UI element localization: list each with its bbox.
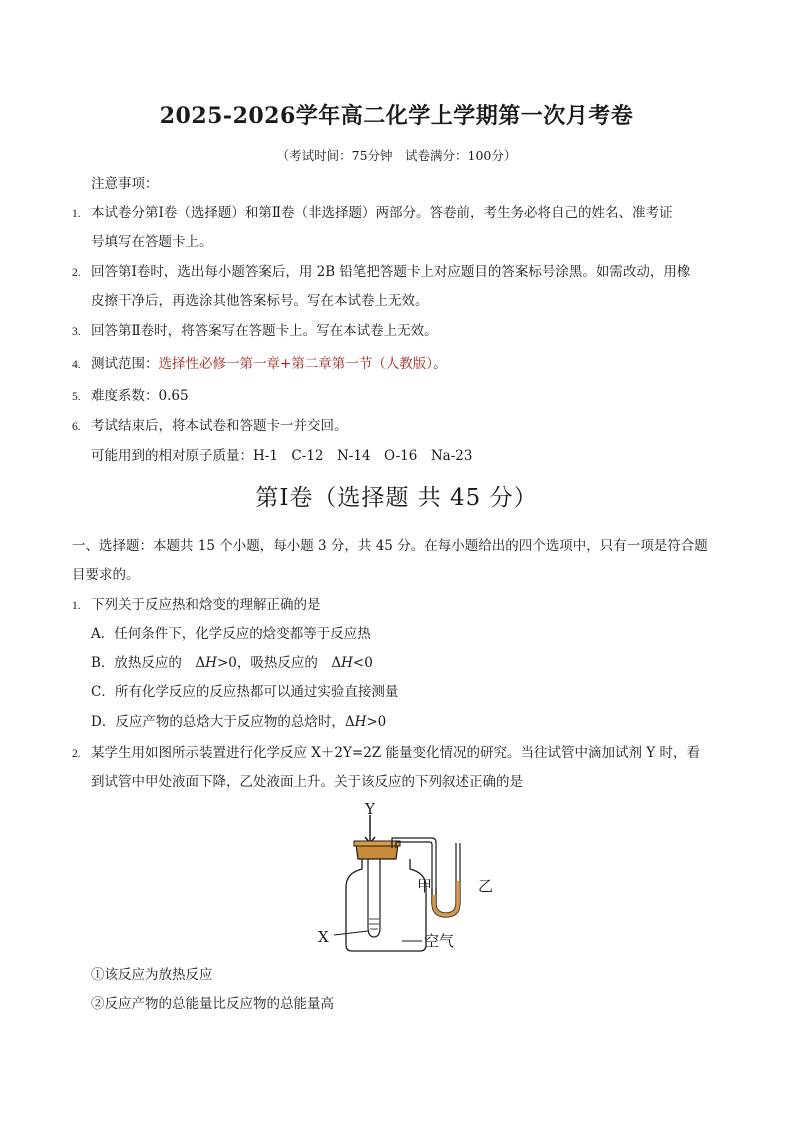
label-air: 空气 [424, 932, 455, 950]
section-instruction: 目要求的。 [72, 567, 140, 583]
note-number: 2. [72, 267, 81, 279]
note-text: 考试结束后，将本试卷和答题卡一并交回。 [91, 418, 348, 434]
enthalpy-symbol: H [354, 714, 367, 730]
note-text: 号填写在答题卡上。 [91, 234, 213, 250]
section-instruction: 一、选择题：本题共 15 个小题，每小题 3 分，共 45 分。在每小题给出的四个选项中，只有一项是符合题 [72, 538, 708, 554]
exam-subtitle: （考试时间：75分钟 试卷满分：100分） [276, 148, 517, 163]
note-number: 1. [72, 208, 81, 220]
note-number: 6. [72, 421, 81, 433]
question-number: 1. [72, 600, 81, 612]
exam-title: 2025-2026学年高二化学上学期第一次月考卷 [159, 103, 634, 129]
label-yi: 乙 [478, 877, 494, 895]
question-stem: 下列关于反应热和焓变的理解正确的是 [91, 597, 321, 613]
section-title: 第Ⅰ卷（选择题 共 45 分） [255, 485, 538, 511]
note-text: 皮擦干净后，再选涂其他答案标号。写在本试卷上无效。 [91, 293, 429, 309]
question-stem: 到试管中甲处液面下降，乙处液面上升。关于该反应的下列叙述正确的是 [91, 774, 523, 790]
option-d-text: >0 [366, 714, 387, 730]
scope-highlight: 选择性必修一第一章+第二章第一节（人教版） [158, 356, 434, 372]
label-jia: 甲 [417, 877, 433, 895]
label-y: Y [365, 803, 375, 818]
scope-suffix: 。 [433, 356, 447, 372]
bottle-icon [346, 859, 426, 951]
atomic-masses: 可能用到的相对原子质量：H-1 C-12 N-14 O-16 Na-23 [91, 448, 473, 464]
option-d [91, 713, 386, 731]
question-number: 2. [72, 748, 81, 760]
option-b-text: >0，吸热反应的 Δ [216, 655, 342, 671]
question-stem: 某学生用如图所示装置进行化学反应 X＋2Y=2Z 能量变化情况的研究。当往试管中滴加试剂 Y 时，看 [91, 745, 700, 761]
note-number: 4. [72, 359, 81, 371]
test-tube-icon [368, 859, 380, 937]
note-text: 本试卷分第Ⅰ卷（选择题）和第Ⅱ卷（非选择题）两部分。答卷前，考生务必将自己的姓名、准考证 [91, 205, 673, 221]
statement: ①该反应为放热反应 [91, 967, 213, 983]
option-b-text: B．放热反应的 Δ [91, 655, 206, 671]
scope-prefix: 测试范围： [91, 356, 159, 372]
option-a: A．任何条件下，化学反应的焓变都等于反应热 [91, 626, 371, 642]
label-x: X [318, 928, 329, 946]
note-text: 难度系数：0.65 [91, 388, 189, 404]
note-text: 回答第Ⅱ卷时，将答案写在答题卡上。写在本试卷上无效。 [91, 323, 438, 339]
enthalpy-symbol: H [341, 655, 353, 671]
option-b-text: <0 [352, 655, 373, 671]
enthalpy-symbol: H [205, 655, 217, 671]
statement: ②反应产物的总能量比反应物的总能量高 [91, 996, 334, 1012]
option-c: C．所有化学反应的反应热都可以通过实验直接测量 [91, 684, 399, 700]
option-b [91, 654, 373, 672]
note-number: 3. [72, 326, 81, 338]
option-d-text: D．反应产物的总焓大于反应物的总焓时，Δ [91, 714, 355, 730]
note-text [91, 355, 447, 373]
note-text: 回答第Ⅰ卷时，选出每小题答案后，用 2B 铅笔把答题卡上对应题目的答案标号涂黑。如需改动，用橡 [91, 264, 691, 280]
apparatus-diagram [310, 803, 500, 953]
note-number: 5. [72, 391, 81, 403]
notes-heading: 注意事项： [91, 176, 159, 192]
